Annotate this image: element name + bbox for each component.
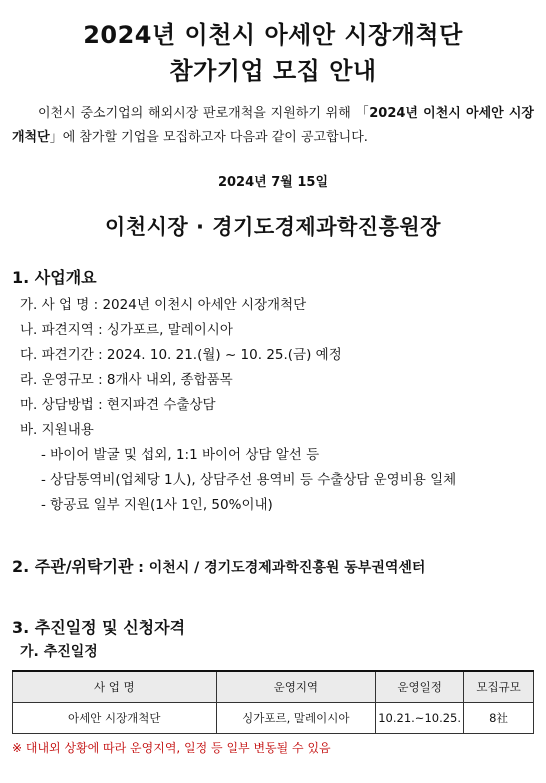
announcement-date: 2024년 7월 15일 bbox=[217, 175, 329, 190]
schedule-table bbox=[12, 670, 534, 734]
intro-prefix: 이천시 중소기업의 해외시장 판로개척을 지원하기 위해 「 bbox=[38, 106, 370, 121]
section3-heading: 3. 추진일정 및 신청자격 bbox=[12, 618, 186, 637]
doc-title-line2: 참가기업 모집 안내 bbox=[169, 57, 377, 85]
overview-item-name: 가. 사 업 명 : 2024년 이천시 아세안 시장개척단 bbox=[20, 297, 307, 313]
overview-item-support: 바. 지원내용 bbox=[20, 422, 94, 438]
support-item-buyer: - 바이어 발굴 및 섭외, 1:1 바이어 상담 알선 등 bbox=[41, 447, 320, 463]
table-cell: 10.21.~10.25. bbox=[376, 703, 464, 734]
overview-item-region: 나. 파견지역 : 싱가포르, 말레이시아 bbox=[20, 322, 233, 338]
overview-item-method: 마. 상담방법 : 현지파견 수출상담 bbox=[20, 397, 216, 413]
notice-text: ※ 대내외 상황에 따라 운영지역, 일정 등 일부 변동될 수 있음 bbox=[12, 741, 331, 755]
support-item-interpreter: - 상담통역비(업체당 1人), 상담주선 용역비 등 수출상담 운영비용 일체 bbox=[41, 472, 457, 488]
section2-heading: 2. 주관/위탁기관 bbox=[12, 557, 134, 576]
issuer-line: 이천시장 · 경기도경제과학진흥원장 bbox=[105, 215, 441, 239]
table-cell: 아세안 시장개척단 bbox=[13, 703, 217, 734]
table-header-cell: 운영지역 bbox=[216, 671, 376, 703]
section1-heading: 1. 사업개요 bbox=[12, 268, 97, 287]
intro-suffix: 」에 참가할 기업을 모집하고자 다음과 같이 공고합니다. bbox=[49, 130, 368, 145]
support-item-airfare: - 항공료 일부 지원(1사 1인, 50%이내) bbox=[41, 497, 273, 513]
doc-title-line1: 2024년 이천시 아세안 시장개척단 bbox=[83, 21, 463, 49]
intro-bold-program-name: 2024년 이천시 아세안 시장개척단 bbox=[12, 106, 534, 145]
section2-text: : 이천시 / 경기도경제과학진흥원 동부권역센터 bbox=[133, 560, 426, 576]
section2-line bbox=[12, 557, 425, 578]
overview-item-period: 다. 파견기간 : 2024. 10. 21.(월) ~ 10. 25.(금) 예정 bbox=[20, 347, 342, 363]
section3-subheading: 가. 추진일정 bbox=[20, 644, 98, 660]
table-header-row bbox=[13, 671, 534, 703]
overview-item-scale: 라. 운영규모 : 8개사 내외, 종합품목 bbox=[20, 372, 233, 388]
table-row bbox=[13, 703, 534, 734]
intro-paragraph bbox=[12, 102, 534, 150]
table-cell: 8社 bbox=[464, 703, 534, 734]
table-cell: 싱가포르, 말레이시아 bbox=[216, 703, 376, 734]
table-header-cell: 사 업 명 bbox=[13, 671, 217, 703]
table-header-cell: 모집규모 bbox=[464, 671, 534, 703]
table-header-cell: 운영일정 bbox=[376, 671, 464, 703]
